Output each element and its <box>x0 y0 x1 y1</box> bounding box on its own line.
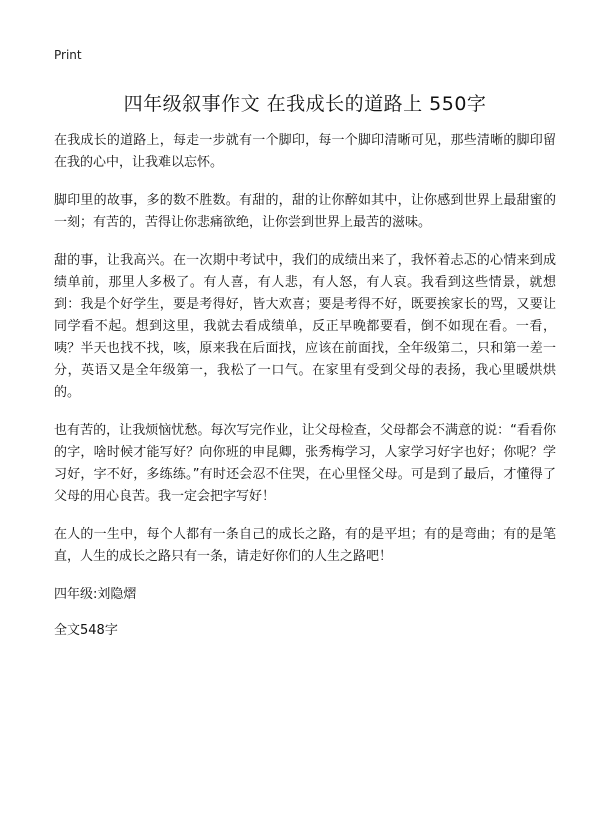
paragraph-2: 脚印里的故事，多的数不胜数。有甜的，甜的让你醉如其中，让你感到世界上最甜蜜的一刻；有苦的，苦得让你悲痛欲绝，让你尝到世界上最苦的滋味。 <box>54 193 556 230</box>
article-body <box>54 130 556 642</box>
article-title: 四年级叙事作文 在我成长的道路上 550字 <box>123 93 487 115</box>
paragraph-5: 在人的一生中，每个人都有一条自己的成长之路，有的是平坦；有的是弯曲；有的是笔直，人生的成长之路只有一条，请走好你们的人生之路吧！ <box>54 527 556 564</box>
word-count: 全文548字 <box>54 623 118 638</box>
author-line: 四年级:刘隐熠 <box>54 587 137 602</box>
paragraph-1: 在我成长的道路上，每走一步就有一个脚印，每一个脚印清晰可见，那些清晰的脚印留在我的心中，让我难以忘怀。 <box>54 133 556 170</box>
print-link[interactable]: Print <box>54 48 82 62</box>
paragraph-4: 也有苦的，让我烦恼忧愁。每次写完作业，让父母检查，父母都会不满意的说：“看看你的字，啥时候才能写好？向你班的申昆卿，张秀梅学习，人家学习好字也好；你呢？学习好，字不好，多练练。”有时还会忍不住哭，在心里怪父母。可是到了最后，才懂得了父母的用心良苦。我一定会把字写好！ <box>54 423 556 504</box>
paragraph-3: 甜的事，让我高兴。在一次期中考试中，我们的成绩出来了，我怀着忐忑的心情来到成绩单前，那里人多极了。有人喜，有人悲，有人怒，有人哀。我看到这些情景，就想到：我是个好学生，要是考得好，皆大欢喜；要是考得不好，既要挨家长的骂，又要让同学看不起。想到这里，我就去看成绩单，反正早晚都要看，倒不如现在看。一看，咦？半天也找不找，咳，原来我在后面找，应该在前面找，全年级第二，只和第一差一分，英语又是全年级第一，我松了一口气。在家里有受到父母的表扬，我心里暖烘烘的。 <box>54 253 556 400</box>
